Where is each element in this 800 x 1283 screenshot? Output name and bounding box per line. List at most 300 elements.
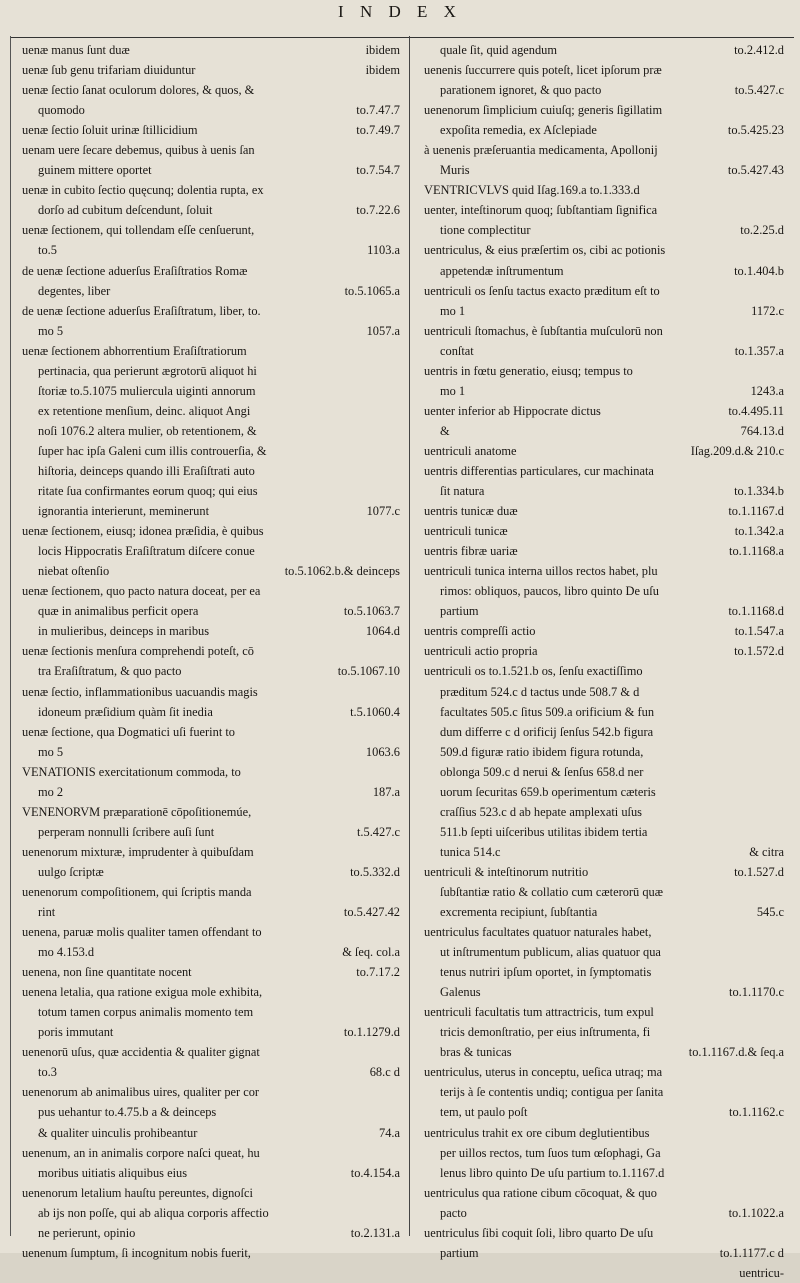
entry-reference xyxy=(778,682,784,702)
index-entry-line xyxy=(424,140,784,160)
entry-reference: t.5.1060.4 xyxy=(350,704,400,719)
entry-text: tenus nutriri ipſum oportet, in ſymptomatis xyxy=(440,965,652,980)
entry-text: uenenum, an in animalis corpore naſci queat, hu xyxy=(22,1145,260,1160)
index-entry-line xyxy=(22,1042,400,1062)
entry-reference xyxy=(778,722,784,742)
entry-reference: to.7.47.7 xyxy=(356,103,400,118)
index-entry-line xyxy=(22,601,400,621)
entry-text: uentriculus qua ratione cibum cōcoquat, & quo xyxy=(424,1185,657,1200)
index-column-right xyxy=(424,40,784,1283)
entry-reference: to.1.1168.d xyxy=(728,604,784,619)
entry-text: moribus uitiatis aliquibus eius xyxy=(38,1165,188,1180)
index-entry-line xyxy=(424,200,784,220)
index-entry-line xyxy=(424,1123,784,1143)
entry-text: craſſius 523.c d ab hepate amplexati uſus xyxy=(440,804,642,819)
index-entry-line xyxy=(22,541,400,561)
entry-reference xyxy=(394,1203,400,1223)
entry-text: appetendæ inſtrumentum xyxy=(440,263,564,278)
entry-text: conſtat xyxy=(440,343,474,358)
entry-reference: 1063.6 xyxy=(365,744,400,759)
index-entry-line xyxy=(424,882,784,902)
entry-text: parationem ignoret, & quo pacto xyxy=(440,83,602,98)
entry-reference xyxy=(778,581,784,601)
entry-reference: & ſeq. col.a xyxy=(342,945,400,960)
entry-reference xyxy=(394,722,400,742)
entry-reference xyxy=(394,581,400,601)
index-entry-line xyxy=(22,842,400,862)
index-entry-line xyxy=(22,361,400,381)
entry-reference xyxy=(394,1102,400,1122)
entry-reference: 187.a xyxy=(372,784,400,799)
entry-reference xyxy=(778,922,784,942)
entry-reference xyxy=(394,261,400,281)
index-entry-line xyxy=(22,1123,400,1143)
entry-reference xyxy=(394,220,400,240)
index-entry-line xyxy=(424,822,784,842)
entry-text: noſi 1076.2 altera mulier, ob retentionem, & xyxy=(38,423,257,438)
entry-reference: to.7.17.2 xyxy=(356,965,400,980)
index-entry-line xyxy=(424,261,784,281)
entry-reference xyxy=(394,341,400,361)
entry-text: VENTRICVLVS quid Iſag.169.a to.1.333.d xyxy=(424,183,640,198)
index-entry-line xyxy=(22,702,400,722)
index-entry-line xyxy=(424,421,784,441)
index-entry-line xyxy=(22,421,400,441)
entry-text: ſtoriæ to.5.1075 muliercula uiginti annorum xyxy=(38,383,256,398)
entry-text: uentriculi facultatis tum attractricis, tum expul xyxy=(424,1005,654,1020)
entry-text: per uillos rectos, tum ſuos tum œſophagi, Ga xyxy=(440,1145,661,1160)
index-entry-line xyxy=(424,621,784,641)
entry-reference: to.1.1279.d xyxy=(343,1025,400,1040)
entry-text: poris immutant xyxy=(38,1025,114,1040)
entry-reference xyxy=(394,521,400,541)
index-entry-line xyxy=(424,541,784,561)
index-entry-line xyxy=(424,1002,784,1022)
index-entry-line xyxy=(424,281,784,301)
entry-reference: to.1.1162.c xyxy=(729,1105,784,1120)
entry-reference: to.2.25.d xyxy=(740,223,784,238)
entry-reference xyxy=(778,782,784,802)
index-entry-line xyxy=(424,722,784,742)
index-entry-line xyxy=(424,301,784,321)
entry-text: ritate ſua confirmantes eorum quoq; qui eius xyxy=(38,484,258,499)
index-entry-line xyxy=(22,80,400,100)
index-entry-line xyxy=(424,982,784,1002)
entry-text: & qualiter uinculis prohibeantur xyxy=(38,1125,198,1140)
index-entry-line xyxy=(22,240,400,260)
entry-text: uentris compreſſi actio xyxy=(424,624,536,639)
entry-reference xyxy=(778,1143,784,1163)
entry-text: pacto xyxy=(440,1205,467,1220)
entry-reference xyxy=(778,321,784,341)
entry-reference xyxy=(394,441,400,461)
entry-text: uenam uere ſecare debemus, quibus à uenis ſan xyxy=(22,143,255,158)
entry-text: uenæ ſectio ſoluit urinæ ſtillicidium xyxy=(22,123,198,138)
entry-text: quomodo xyxy=(38,103,85,118)
entry-reference: to.2.131.a xyxy=(350,1225,400,1240)
entry-text: uenæ ſectio, inflammationibus uacuandis magis xyxy=(22,684,258,699)
entry-text: VENATIONIS exercitationum commoda, to xyxy=(22,764,241,779)
index-entry-line xyxy=(22,200,400,220)
index-entry-line xyxy=(22,40,400,60)
entry-reference xyxy=(394,1042,400,1062)
column-divider xyxy=(409,36,410,1236)
entry-text: de uenæ ſectione aduerſus Eraſiſtratum, liber, to. xyxy=(22,303,261,318)
entry-text: uentriculi os to.1.521.b os, ſenſu exactiſſimo xyxy=(424,664,643,679)
entry-reference xyxy=(394,1082,400,1102)
index-entry-line xyxy=(22,180,400,200)
index-entry-line xyxy=(22,261,400,281)
entry-reference xyxy=(778,742,784,762)
entry-text: dum differre c d orificij ſenſus 542.b figura xyxy=(440,724,654,739)
entry-reference: ibidem xyxy=(365,43,400,57)
index-entry-line xyxy=(424,120,784,140)
entry-text: tem, ut paulo poſt xyxy=(440,1105,528,1120)
entry-text: uenenorum ſimplicium cuiuſq; generis ſigillatim xyxy=(424,103,663,118)
entry-text: facultates 505.c ſitus 509.a orificium & fun xyxy=(440,704,655,719)
index-entry-line xyxy=(22,120,400,140)
index-entry-line xyxy=(424,100,784,120)
entry-reference xyxy=(778,802,784,822)
entry-reference: to.4.495.11 xyxy=(728,403,784,418)
entry-reference xyxy=(394,140,400,160)
entry-reference xyxy=(394,481,400,501)
entry-text: totum tamen corpus animalis momento tem xyxy=(38,1005,254,1020)
entry-reference: to.1.404.b xyxy=(734,263,784,278)
entry-reference: to.1.547.a xyxy=(734,624,784,639)
index-entry-line xyxy=(424,601,784,621)
entry-text: to.3 xyxy=(38,1065,57,1080)
index-entry-line xyxy=(424,80,784,100)
entry-text: uentris differentias particulares, cur machinata xyxy=(424,463,654,478)
entry-reference xyxy=(778,661,784,681)
entry-reference: to.7.22.6 xyxy=(356,203,400,218)
index-entry-line xyxy=(22,60,400,80)
entry-text: mo 5 xyxy=(38,323,64,338)
entry-text: tunica 514.c xyxy=(440,844,501,859)
entry-text: rint xyxy=(38,905,56,920)
entry-reference: 1064.d xyxy=(365,624,400,639)
index-entry-line xyxy=(424,180,784,200)
entry-text: uenenorum mixturæ, imprudenter à quibuſdam xyxy=(22,844,254,859)
entry-reference xyxy=(778,60,784,80)
index-entry-line xyxy=(424,682,784,702)
index-entry-line xyxy=(22,1163,400,1183)
entry-reference xyxy=(778,461,784,481)
index-entry-line xyxy=(424,942,784,962)
index-entry-line xyxy=(424,922,784,942)
entry-text: perperam nonnulli ſcribere auſi ſunt xyxy=(38,824,215,839)
entry-text: expoſita remedia, ex Aſclepiade xyxy=(440,123,597,138)
index-entry-line xyxy=(424,702,784,722)
entry-reference xyxy=(778,100,784,120)
index-entry-line xyxy=(22,561,400,581)
entry-reference: ibidem xyxy=(365,63,400,78)
index-entry-line xyxy=(424,962,784,982)
entry-reference xyxy=(394,1002,400,1022)
entry-text: uenenum ſumptum, ſi incognitum nobis fuerit, xyxy=(22,1245,251,1260)
entry-text xyxy=(424,1263,733,1283)
entry-reference: to.5.1067.10 xyxy=(337,664,400,679)
index-entry-line xyxy=(22,862,400,882)
index-entry-line xyxy=(22,1002,400,1022)
index-entry-line xyxy=(22,1203,400,1223)
entry-text: 509.d figuræ ratio ibidem figura rotunda, xyxy=(440,744,644,759)
index-entry-line xyxy=(424,1163,784,1183)
entry-reference xyxy=(778,180,784,200)
entry-reference xyxy=(778,1022,784,1042)
entry-reference: to.5.425.23 xyxy=(727,123,784,138)
index-entry-line xyxy=(22,962,400,982)
entry-text: de uenæ ſectione aduerſus Eraſiſtratios Romæ xyxy=(22,263,248,278)
entry-text: idoneum præſidium quàm ſit inedia xyxy=(38,704,213,719)
entry-reference xyxy=(394,922,400,942)
index-entry-line xyxy=(22,621,400,641)
entry-reference: to.1.334.b xyxy=(734,484,784,499)
index-entry-line xyxy=(424,802,784,822)
index-entry-line xyxy=(22,1143,400,1163)
entry-text: uentriculus trahit ex ore cibum deglutientibus xyxy=(424,1125,650,1140)
entry-reference xyxy=(778,281,784,301)
entry-reference: to.5.1063.7 xyxy=(343,604,400,619)
index-entry-line xyxy=(424,321,784,341)
entry-text: rimos: obliquos, paucos, libro quinto De uſu xyxy=(440,584,659,599)
entry-text: uentriculi os ſenſu tactus exacto præditum eſt to xyxy=(424,283,660,298)
entry-reference: to.1.572.d xyxy=(734,644,784,659)
entry-text: uenenorū uſus, quæ accidentia & qualiter gignat xyxy=(22,1045,260,1060)
entry-reference: 1057.a xyxy=(366,323,400,338)
entry-reference: uentricu- xyxy=(739,1265,784,1280)
entry-text: uenæ ſectionem, eiusq; idonea præſidia, è quibus xyxy=(22,524,264,539)
entry-reference xyxy=(394,842,400,862)
index-entry-line xyxy=(22,461,400,481)
index-entry-line xyxy=(22,942,400,962)
entry-reference: 1172.c xyxy=(751,303,784,318)
entry-text: uentriculi anatome xyxy=(424,443,517,458)
entry-reference xyxy=(778,1123,784,1143)
entry-reference xyxy=(394,461,400,481)
index-entry-line xyxy=(424,902,784,922)
entry-reference xyxy=(394,80,400,100)
entry-text: uenæ in cubito ſectio quęcunq; dolentia rupta, ex xyxy=(22,183,264,198)
entry-text: niebat oſtenſio xyxy=(38,564,110,579)
index-entry-line xyxy=(424,1022,784,1042)
entry-reference: to.1.1170.c xyxy=(729,985,784,1000)
entry-text: uenena, non ſine quantitate nocent xyxy=(22,965,192,980)
entry-reference: 764.13.d xyxy=(740,423,784,438)
index-entry-line xyxy=(22,160,400,180)
index-entry-line xyxy=(22,301,400,321)
index-entry-line xyxy=(22,822,400,842)
index-entry-line xyxy=(22,321,400,341)
entry-reference: to.5.427.c xyxy=(734,83,784,98)
entry-text: guinem mittere oportet xyxy=(38,163,152,178)
entry-text: ex retentione menſium, deinc. aliquot Angi xyxy=(38,403,251,418)
entry-text: tra Eraſiſtratum, & quo pacto xyxy=(38,664,182,679)
index-entry-line xyxy=(424,742,784,762)
index-entry-line xyxy=(424,581,784,601)
entry-text: partium xyxy=(440,1245,479,1260)
entry-text: uentris in fœtu generatio, eiusq; tempus to xyxy=(424,363,633,378)
index-entry-line xyxy=(22,742,400,762)
index-entry-line xyxy=(22,762,400,782)
entry-reference xyxy=(778,962,784,982)
entry-reference: 1103.a xyxy=(367,243,400,258)
entry-text: uenæ ſectionem, qui tollendam eſſe cenſuerunt, xyxy=(22,223,255,238)
entry-text: 511.b ſepti uiſceribus utilitas ibidem tertia xyxy=(440,824,648,839)
index-entry-line xyxy=(22,401,400,421)
entry-reference: to.5.1065.a xyxy=(344,283,400,298)
entry-reference: to.5.332.d xyxy=(350,864,400,879)
index-entry-line xyxy=(424,641,784,661)
entry-reference: 545.c xyxy=(756,905,784,920)
entry-reference: 74.a xyxy=(379,1125,400,1140)
entry-text: uentris fibræ uariæ xyxy=(424,544,518,559)
entry-text: uenenorum compoſitionem, qui ſcriptis manda xyxy=(22,884,252,899)
entry-reference xyxy=(394,762,400,782)
entry-text: uulgo ſcriptæ xyxy=(38,864,104,879)
index-entry-line xyxy=(424,361,784,381)
index-entry-line xyxy=(22,220,400,240)
entry-text: uentriculus facultates quatuor naturales habet, xyxy=(424,925,652,940)
entry-text: uenæ ſectionem abhorrentium Eraſiſtratiorum xyxy=(22,343,247,358)
index-entry-line xyxy=(424,1143,784,1163)
page-edge-rule xyxy=(10,36,11,1236)
entry-text: uenæ ſectionem, quo pacto natura doceat, per ea xyxy=(22,584,261,599)
index-entry-line xyxy=(424,441,784,461)
entry-reference: Iſag.209.d.& 210.c xyxy=(690,443,784,458)
entry-text: & xyxy=(440,423,450,438)
index-entry-line xyxy=(22,1062,400,1082)
entry-text: excrementa recipiunt, ſubſtantia xyxy=(440,905,598,920)
index-entry-line xyxy=(424,561,784,581)
index-entry-line xyxy=(22,782,400,802)
entry-text: uenenis ſuccurrere quis poteſt, licet ipſorum præ xyxy=(424,63,662,78)
index-entry-line xyxy=(22,882,400,902)
entry-text: mo 4.153.d xyxy=(38,945,95,960)
entry-text: quæ in animalibus perficit opera xyxy=(38,604,199,619)
entry-text: uenena letalia, qua ratione exigua mole exhibita, xyxy=(22,985,263,1000)
entry-reference xyxy=(778,882,784,902)
entry-text: uorum ſecuritas 659.b operimentum cæteris xyxy=(440,784,656,799)
entry-text: præditum 524.c d tactus unde 508.7 & d xyxy=(440,684,640,699)
index-entry-line xyxy=(22,902,400,922)
index-entry-line xyxy=(22,641,400,661)
index-entry-line xyxy=(424,1223,784,1243)
entry-text: à uenenis præſeruantia medicamenta, Apollonij xyxy=(424,143,658,158)
entry-text: Muris xyxy=(440,163,470,178)
index-entry-line xyxy=(424,782,784,802)
index-entry-line xyxy=(22,661,400,681)
index-entry-line xyxy=(424,521,784,541)
index-entry-line xyxy=(22,581,400,601)
entry-text: uentriculi ſtomachus, è ſubſtantia muſculorū non xyxy=(424,323,663,338)
entry-text: uentriculi tunicæ xyxy=(424,524,508,539)
entry-text: mo 2 xyxy=(38,784,64,799)
entry-reference: to.1.1167.d.& ſeq.a xyxy=(688,1045,784,1060)
entry-reference xyxy=(778,361,784,381)
entry-text: pertinacia, qua perierunt ægrotorū aliquot hi xyxy=(38,363,257,378)
index-entry-line xyxy=(22,140,400,160)
entry-reference xyxy=(778,240,784,260)
index-entry-line xyxy=(22,1102,400,1122)
index-entry-line xyxy=(22,521,400,541)
index-entry-line xyxy=(424,60,784,80)
entry-reference xyxy=(394,541,400,561)
entry-text: uentriculi & inteſtinorum nutritio xyxy=(424,864,589,879)
entry-text: VENENORVM præparationē cōpoſitionemúe, xyxy=(22,804,252,819)
index-entry-line xyxy=(424,1042,784,1062)
entry-text: mo 1 xyxy=(440,303,466,318)
entry-reference xyxy=(778,702,784,722)
entry-reference xyxy=(394,802,400,822)
entry-text: bras & tunicas xyxy=(440,1045,512,1060)
index-entry-line xyxy=(22,441,400,461)
entry-reference xyxy=(394,381,400,401)
entry-text: quale ſit, quid agendum xyxy=(440,43,557,57)
entry-text: tricis demonſtratio, per eius inſtrumenta, fi xyxy=(440,1025,651,1040)
entry-reference xyxy=(394,1143,400,1163)
entry-text: in mulieribus, deinceps in maribus xyxy=(38,624,210,639)
entry-text: mo 5 xyxy=(38,744,64,759)
entry-reference: to.1.1167.d xyxy=(728,504,784,519)
index-entry-line xyxy=(22,1183,400,1203)
index-entry-line xyxy=(22,381,400,401)
index-entry-line xyxy=(424,842,784,862)
entry-text: uenter inferior ab Hippocrate dictus xyxy=(424,403,601,418)
entry-text: ut inſtrumentum publicum, alias quatuor qua xyxy=(440,945,661,960)
index-entry-line xyxy=(424,160,784,180)
entry-reference: to.5.427.43 xyxy=(727,163,784,178)
entry-text: uenæ ſectio ſanat oculorum dolores, & quos, & xyxy=(22,83,255,98)
entry-reference: 1243.a xyxy=(750,383,784,398)
entry-reference: to.1.1168.a xyxy=(729,544,784,559)
entry-text: uenenorum ab animalibus uires, qualiter per cor xyxy=(22,1085,260,1100)
index-entry-line xyxy=(22,100,400,120)
index-entry-line xyxy=(424,1102,784,1122)
index-entry-line xyxy=(424,341,784,361)
entry-text: uentriculus, & eius præſertim os, cibi ac potionis xyxy=(424,243,666,258)
entry-reference: to.7.54.7 xyxy=(356,163,400,178)
entry-reference: to.7.49.7 xyxy=(356,123,400,138)
entry-reference xyxy=(394,1183,400,1203)
index-entry-line xyxy=(424,381,784,401)
entry-text: ſuper hac ipſa Galeni cum illis controuerſia, & xyxy=(38,443,267,458)
index-entry-line xyxy=(22,281,400,301)
entry-reference: t.5.427.c xyxy=(356,824,400,839)
entry-text: mo 1 xyxy=(440,383,466,398)
entry-text: pus uehantur to.4.75.b a & deinceps xyxy=(38,1105,217,1120)
index-entry-line xyxy=(424,40,784,60)
index-entry-line xyxy=(424,1203,784,1223)
index-entry-line xyxy=(424,862,784,882)
index-entry-line xyxy=(424,401,784,421)
entry-text: uenenorum letalium hauſtu pereuntes, dignoſci xyxy=(22,1185,253,1200)
index-entry-line xyxy=(424,481,784,501)
index-entry-line xyxy=(424,1082,784,1102)
entry-reference xyxy=(778,140,784,160)
entry-text: ſubſtantiæ ratio & collatio cum cæterorū quæ xyxy=(440,884,663,899)
entry-reference xyxy=(394,361,400,381)
entry-reference: to.1.1177.c d xyxy=(719,1245,784,1260)
entry-reference: to.5.1062.b.& deinceps xyxy=(284,564,400,579)
entry-text: degentes, liber xyxy=(38,283,111,298)
index-entry-line xyxy=(22,982,400,1002)
page-header: I N D E X xyxy=(338,2,462,21)
entry-reference xyxy=(778,1163,784,1183)
entry-text: ne perierunt, opinio xyxy=(38,1225,136,1240)
entry-reference xyxy=(778,942,784,962)
